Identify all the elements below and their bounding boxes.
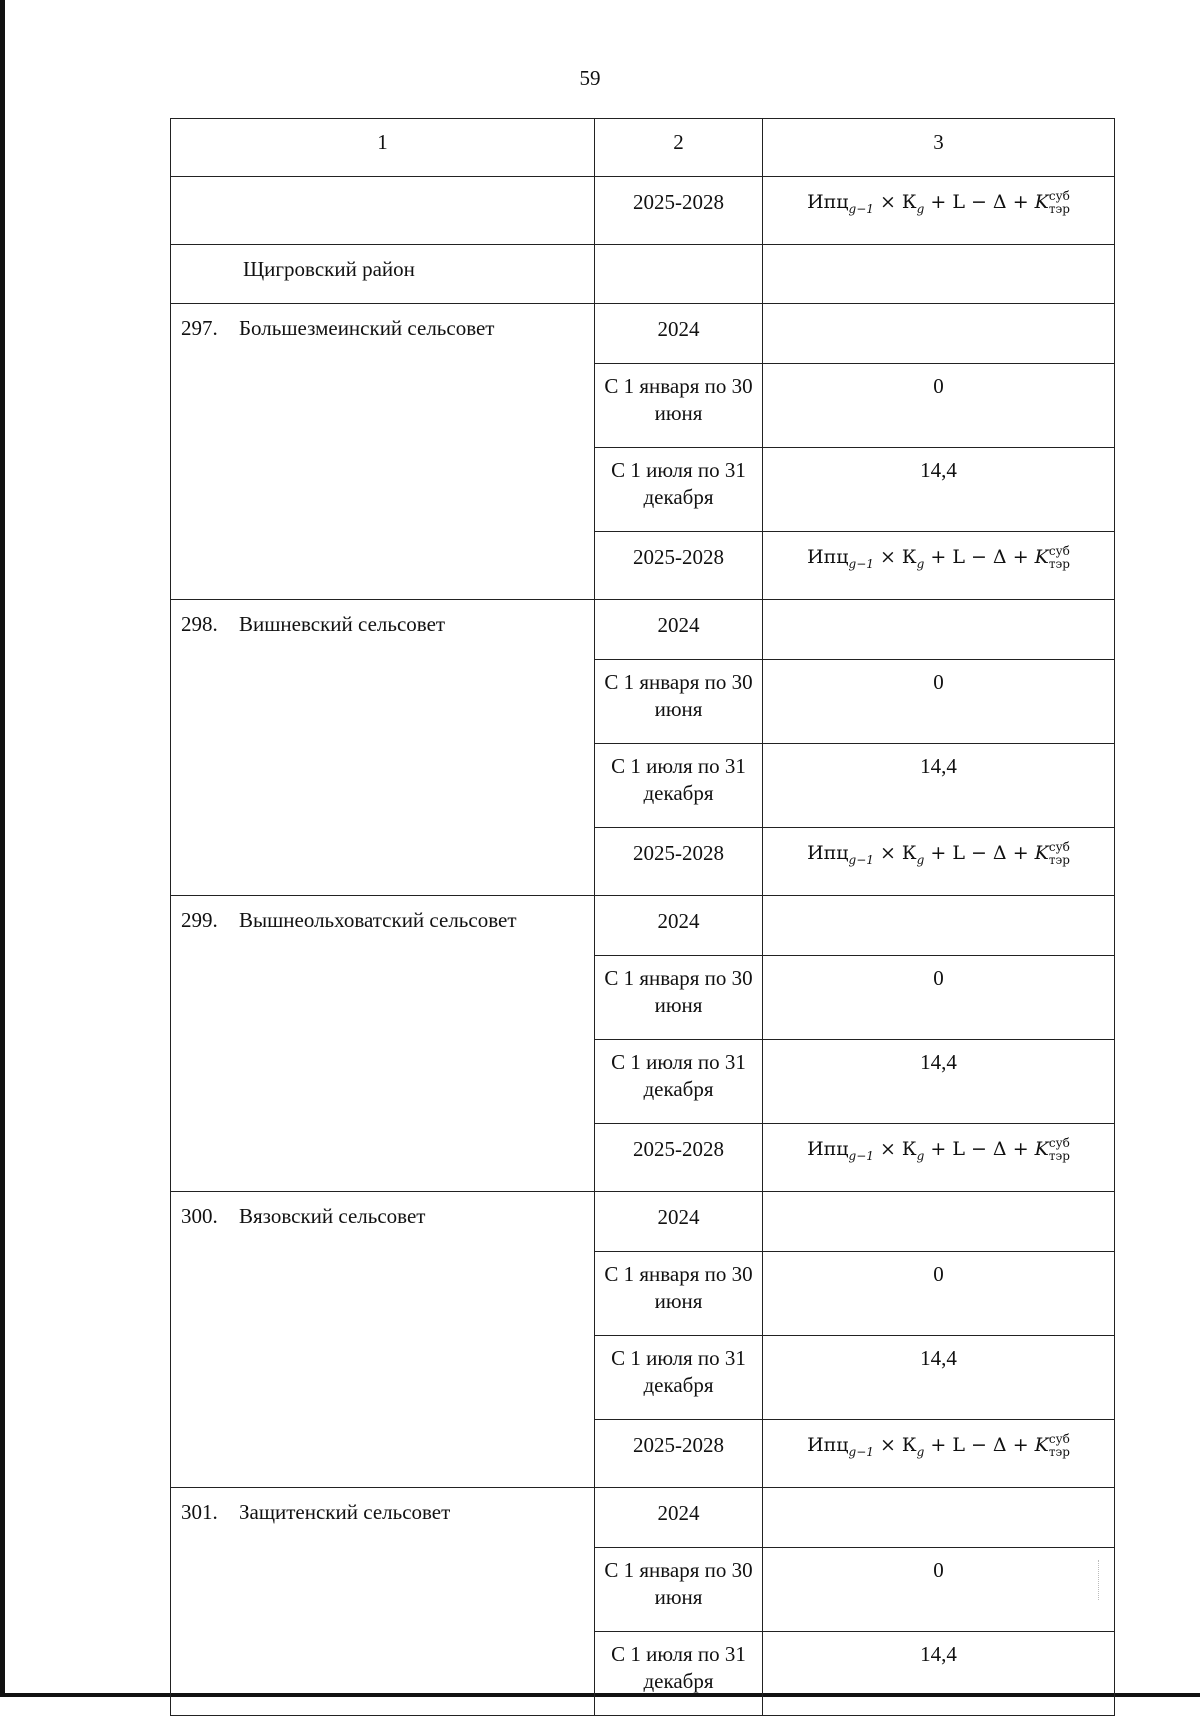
table-row xyxy=(171,1488,1115,1548)
tariff-formula: $Ипц_{g-1} \times К_g + L - \Delta + K$ суб тэр xyxy=(807,1136,1070,1163)
page-number: 59 xyxy=(579,66,601,90)
settlement-name: Большезмеинский сельсовет xyxy=(239,316,495,340)
entry-number: 298. xyxy=(181,612,218,636)
settlement-name: Защитенский сельсовет xyxy=(239,1500,451,1524)
value-cell xyxy=(763,1124,1115,1192)
period-cell: 2024 xyxy=(595,896,763,956)
period-cell: С 1 января по 30 июня xyxy=(595,956,763,1040)
district-name: Щигровский район xyxy=(171,245,595,304)
formula-base: Ипц xyxy=(807,546,849,568)
value-cell xyxy=(763,1192,1115,1252)
value-cell: 0 xyxy=(763,660,1115,744)
formula-sub-index: g−1 xyxy=(848,1148,874,1163)
value-cell: 0 xyxy=(763,956,1115,1040)
table-row xyxy=(171,1192,1115,1252)
value-cell xyxy=(763,532,1115,600)
entry-number: 300. xyxy=(181,1204,218,1228)
value-cell: 0 xyxy=(763,1252,1115,1336)
period-cell: С 1 июля по 31 декабря xyxy=(595,1632,763,1716)
settlement-cell xyxy=(171,1488,595,1716)
entry-number: 299. xyxy=(181,908,218,932)
period-cell: С 1 июля по 31 декабря xyxy=(595,1040,763,1124)
formula-sub-index: g−1 xyxy=(848,201,874,216)
header-col-3: 3 xyxy=(763,119,1115,177)
entry-number: 297. xyxy=(181,316,218,340)
formula-base: Ипц xyxy=(807,1138,849,1160)
value-cell: 14,4 xyxy=(763,744,1115,828)
value-cell xyxy=(763,600,1115,660)
settlement-cell xyxy=(171,304,595,600)
tariff-formula: $Ипц_{g-1} \times К_g + L - \Delta + K$ суб тэр xyxy=(807,189,1070,216)
period-cell: С 1 июля по 31 декабря xyxy=(595,744,763,828)
table-row xyxy=(171,896,1115,956)
period-cell: С 1 июля по 31 декабря xyxy=(595,1336,763,1420)
tariff-formula: $Ипц_{g-1} \times К_g + L - \Delta + K$ суб тэр xyxy=(807,840,1070,867)
settlement-name: Вишневский сельсовет xyxy=(239,612,446,636)
period-cell: С 1 января по 30 июня xyxy=(595,1548,763,1632)
formula-base: Ипц xyxy=(807,191,849,213)
table-row xyxy=(171,304,1115,364)
header-row xyxy=(171,119,1115,177)
period-cell: С 1 января по 30 июня xyxy=(595,1252,763,1336)
settlement-cell xyxy=(171,1192,595,1488)
settlement-cell xyxy=(171,600,595,896)
period-cell: С 1 июля по 31 декабря xyxy=(595,448,763,532)
formula-sub-index: g−1 xyxy=(848,1444,874,1459)
value-cell xyxy=(763,828,1115,896)
period-cell: 2025-2028 xyxy=(595,532,763,600)
period-cell: 2024 xyxy=(595,1192,763,1252)
district-empty-cell xyxy=(763,245,1115,304)
table-row xyxy=(171,600,1115,660)
value-cell: 14,4 xyxy=(763,1632,1115,1716)
entry-number: 301. xyxy=(181,1500,218,1524)
tariff-formula: $Ипц_{g-1} \times К_g + L - \Delta + K$ суб тэр xyxy=(807,1432,1070,1459)
value-cell xyxy=(763,1488,1115,1548)
settlement-name: Вышнеольховатский сельсовет xyxy=(239,908,517,932)
period-cell: С 1 января по 30 июня xyxy=(595,364,763,448)
period-cell: 2025-2028 xyxy=(595,1420,763,1488)
value-cell xyxy=(763,896,1115,956)
scan-left-border xyxy=(0,0,5,1697)
formula-sub-index: g−1 xyxy=(848,852,874,867)
scan-noise xyxy=(1098,1560,1101,1600)
period-cell: 2024 xyxy=(595,600,763,660)
district-empty-cell xyxy=(595,245,763,304)
settlement-name: Вязовский сельсовет xyxy=(239,1204,426,1228)
value-cell: 14,4 xyxy=(763,448,1115,532)
continuation-row xyxy=(171,177,1115,245)
value-cell xyxy=(763,304,1115,364)
period-cell: 2025-2028 xyxy=(595,828,763,896)
header-col-1: 1 xyxy=(171,119,595,177)
value-cell: 14,4 xyxy=(763,1040,1115,1124)
continuation-name-cell xyxy=(171,177,595,245)
value-cell xyxy=(763,1420,1115,1488)
district-row xyxy=(171,245,1115,304)
tariff-table xyxy=(170,118,1115,1716)
formula-base: Ипц xyxy=(807,842,849,864)
formula-cell xyxy=(763,177,1115,245)
period-cell: 2024 xyxy=(595,1488,763,1548)
period-cell: 2024 xyxy=(595,304,763,364)
period-cell: С 1 января по 30 июня xyxy=(595,660,763,744)
period-cell: 2025-2028 xyxy=(595,177,763,245)
period-cell: 2025-2028 xyxy=(595,1124,763,1192)
formula-base: Ипц xyxy=(807,1434,849,1456)
formula-sub-index: g−1 xyxy=(848,556,874,571)
settlement-cell xyxy=(171,896,595,1192)
value-cell: 0 xyxy=(763,364,1115,448)
value-cell: 0 xyxy=(763,1548,1115,1632)
tariff-formula: $Ипц_{g-1} \times К_g + L - \Delta + K$ суб тэр xyxy=(807,544,1070,571)
value-cell: 14,4 xyxy=(763,1336,1115,1420)
header-col-2: 2 xyxy=(595,119,763,177)
